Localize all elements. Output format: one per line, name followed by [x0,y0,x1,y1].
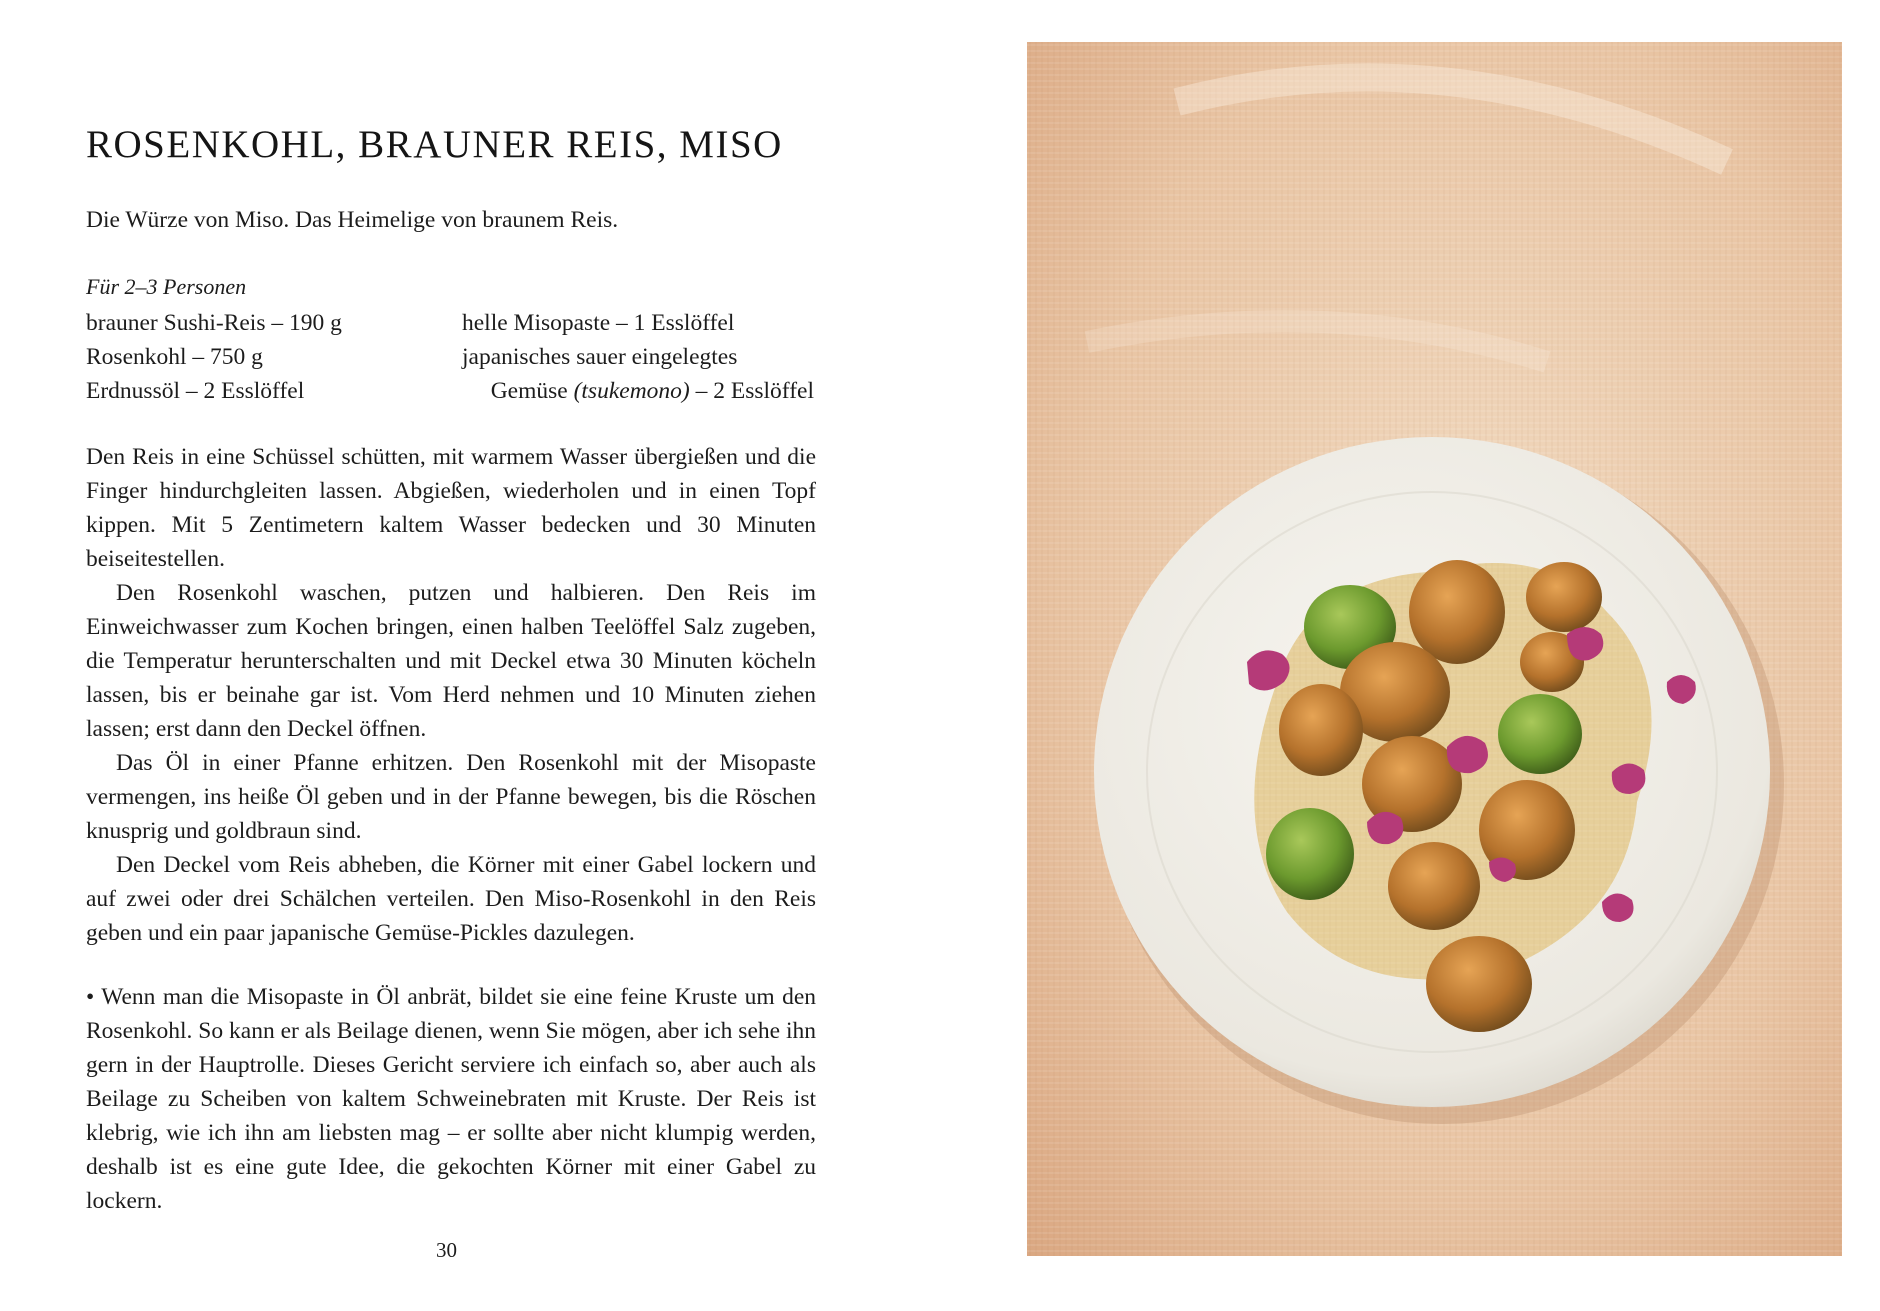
method-step: Den Deckel vom Reis abheben, die Körner mit einer Gabel lockern und auf zwei oder drei Schälchen verteilen. Den Miso-Rosenkohl in den Reis geben und ein paar japanische Gemüse-Pickles dazulegen. [86,852,816,946]
ingredients-left-column [86,306,446,408]
brussels-sprout [1498,694,1582,774]
brussels-sprout [1266,808,1354,900]
brussels-sprout [1409,560,1505,664]
method-step: Den Reis in eine Schüssel schütten, mit warmem Wasser übergießen und die Finger hindurchgleiten lassen. Abgießen, wiederholen und in einen Topf kippen. Mit 5 Zentimetern kaltem Wasser bedecken und 30 Minuten beiseitestellen. [86,444,816,572]
recipe-note-text: • Wenn man die Misopaste in Öl anbrät, bildet sie eine feine Kruste um den Rosenkohl. So kann er als Beilage dienen, wenn Sie mögen, aber ich sehe ihn gern in der Hauptrolle. Dieses Gericht serviere ich einfach so, aber auch als Beilage zu Scheiben von kaltem Schweinebraten mit Kruste. Der Reis ist klebrig, wie ich ihn am liebsten mag – er sollte aber nicht klumpig werden, deshalb ist es eine gute Idee, die gekochten Körner mit einer Gabel zu lockern. [86,984,816,1214]
method-step: Das Öl in einer Pfanne erhitzen. Den Rosenkohl mit der Misopaste vermengen, ins heiße Öl geben und in der Pfanne bewegen, bis die Röschen knusprig und goldbraun sind. [86,750,816,844]
ingredient-item: helle Misopaste – 1 Esslöffel [462,310,735,336]
ingredient-text: Gemüse [490,378,574,404]
recipe-note [86,980,816,1218]
method-steps [86,440,816,950]
ingredient-item: Erdnussöl – 2 Esslöffel [86,378,305,404]
ingredient-text: – 2 Esslöffel [689,378,814,404]
pickled-vegetable [1612,763,1646,794]
recipe-intro: Die Würze von Miso. Das Heimelige von braunem Reis. [86,207,619,233]
ingredient-japanese-term: (tsukemono) [573,378,690,404]
method-step: Den Rosenkohl waschen, putzen und halbieren. Den Reis im Einweichwasser zum Kochen bringen, einen halben Teelöffel Salz zugeben, die Temperatur herunterschalten und mit Deckel etwa 30 Minuten köcheln lassen, bis er beinahe gar ist. Vom Herd nehmen und 10 Minuten ziehen lassen; erst dann den Deckel öffnen. [86,580,816,742]
ingredient-item: Rosenkohl – 750 g [86,344,263,370]
ingredient-item: brauner Sushi-Reis – 190 g [86,310,342,336]
brussels-sprout [1426,936,1532,1032]
food-photo-illustration [1027,42,1842,1256]
food-photo [1027,42,1842,1256]
brussels-sprout [1279,684,1363,776]
page-number: 30 [436,1238,457,1262]
ingredients-right-column [462,306,814,408]
servings: Für 2–3 Personen [86,274,247,299]
ingredient-item-continued [462,374,814,408]
brussels-sprout [1526,562,1602,632]
ingredient-item: japanisches sauer eingelegtes [462,344,738,370]
brussels-sprout [1388,842,1480,930]
recipe-title: ROSENKOHL, BRAUNER REIS, MISO [86,123,783,166]
